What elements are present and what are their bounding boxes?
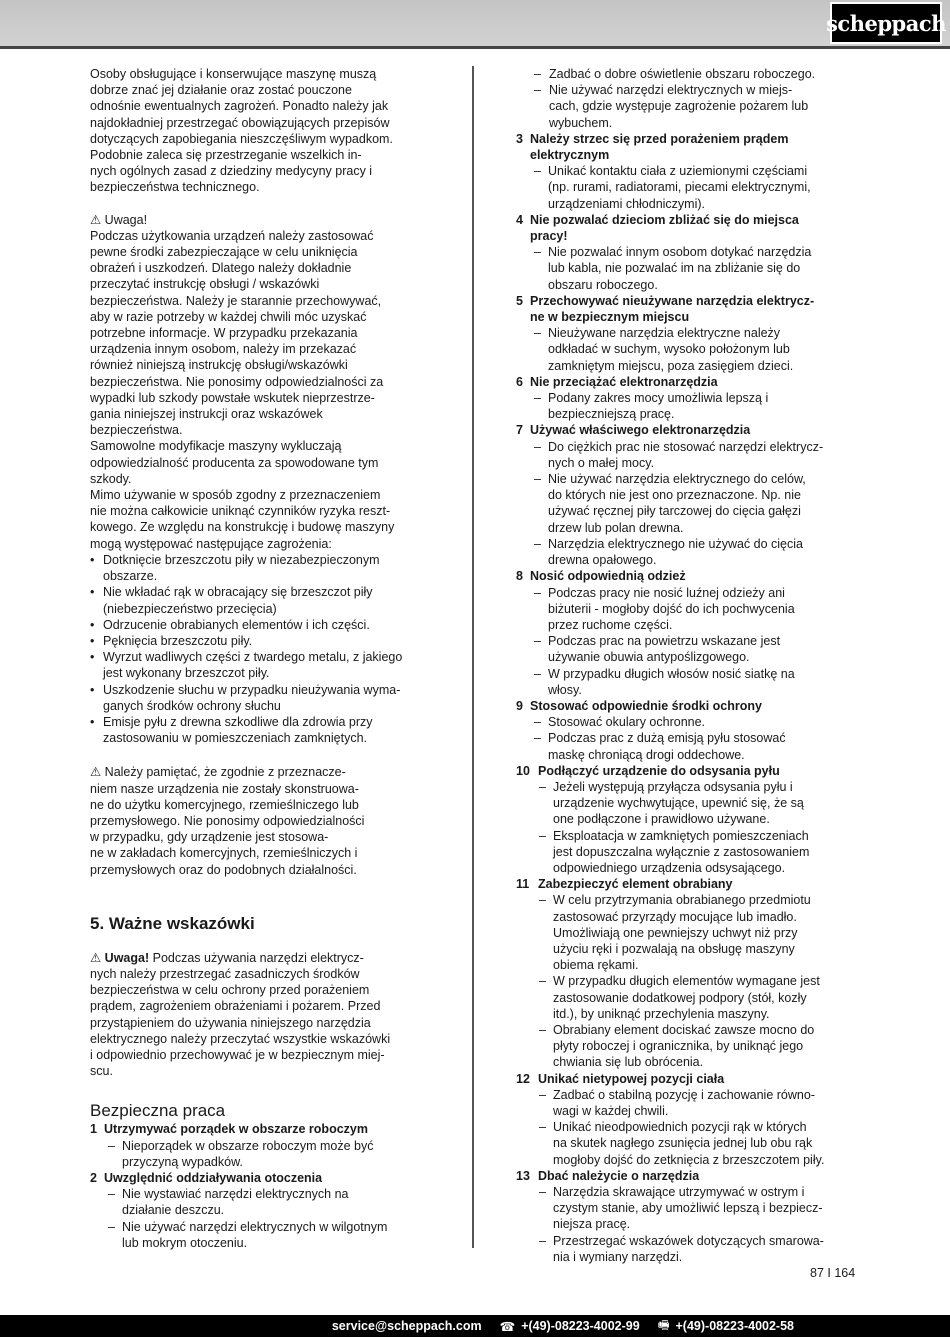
item-subpoint (516, 973, 866, 1022)
warning-line: urządzenia innym osobom, należy im przekazać (90, 342, 357, 357)
item-number: 13 (516, 1168, 530, 1183)
item-subpoint (90, 1186, 435, 1218)
subpoint-line: chwiania się lub obrócenia. (553, 1055, 704, 1070)
note-line: ne do użytku komercyjnego, rzemieślniczego lub (90, 797, 359, 812)
item-number: 1 (90, 1122, 97, 1137)
warning-line: szkody. (90, 471, 132, 486)
note-line: niem nasze urządzenia nie zostały skonstruowa- (90, 781, 359, 796)
warning-line: pewne środki zabezpieczające w celu uniknięcia (90, 245, 358, 260)
subpoint-line: Unikać kontaktu ciała z uziemionymi częściami (548, 164, 808, 179)
item-subpoint (516, 714, 866, 730)
item-heading-line: Używać właściwego elektronarzędzia (530, 423, 751, 438)
warning-paragraph (90, 228, 435, 552)
dash-marker: – (539, 1120, 546, 1135)
subpoint-line: niejsza pracę. (553, 1217, 631, 1232)
safety-items-left (90, 1121, 435, 1251)
subpoint-line: Do ciężkich prac nie stosować narzędzi elektrycz- (548, 439, 824, 454)
subpoint-line: Jeżeli występują przyłącza odsysania pyłu i (553, 779, 793, 794)
subpoint-line: lub mokrym otoczeniu. (122, 1235, 248, 1250)
warning-line: również niniejszą instrukcję obsługi/wskazówki (90, 358, 348, 373)
subpoint-line: Nieporządek w obszarze roboczym może być (122, 1138, 374, 1153)
bullet-marker: • (90, 682, 95, 697)
subpoint-line: W przypadku długich włosów nosić siatkę na (548, 666, 795, 681)
fax-number: +(49)-08223-4002-58 (675, 1319, 794, 1333)
hazard-line: Emisje pyłu z drewna szkodliwe dla zdrowia przy (103, 714, 373, 729)
item-subpoint (516, 439, 866, 471)
important-paragraph: ⚠ Uwaga! Podczas używania narzędzi elektrycz- nych należy przestrzegać zasadniczych środków bezpieczeństwa w celu ochrony przed porażeniem prądem, zagrożeniem obrażeniami i pożarem. Przed przystąpieniem do używania niniejszego narzędzia elektrycznego należy przeczytać wszystkie wskazówki i odpowiednio przechowywać je w bezpiecznym miej- scu. (90, 950, 435, 1080)
hazard-line: (niebezpieczeństwo przecięcia) (103, 601, 277, 616)
subpoint-line: Podczas pracy nie nosić luźnej odzieży ani (548, 585, 785, 600)
dash-marker: – (534, 472, 541, 487)
subpoint-line: lub kabla, nie pozwalać im na zbliżanie się do (548, 261, 801, 276)
item-heading (516, 131, 866, 163)
dash-marker: – (108, 1138, 115, 1153)
subpoint-line: Nie używać narzędzi elektrycznych w wilgotnym (122, 1219, 388, 1234)
item-heading-line: elektrycznym (530, 148, 610, 163)
item-subpoint (516, 163, 866, 212)
subpoint-line: na skutek nagłego zsunięcia jednej lub obu rąk (553, 1136, 813, 1151)
subpoint-line: zastosować przyrządy mocujące lub imadło. (553, 909, 797, 924)
subpoint-line: (np. rurami, radiatorami, piecami elektrycznymi, (548, 180, 811, 195)
item-subpoint (516, 536, 866, 568)
subpoint-line: płyty roboczej i ogranicznika, by uniknąć jego (553, 1039, 804, 1054)
brand-logo-text: scheppach (826, 10, 946, 36)
subpoint-line: zastosowanie dodatkowej podpory (stół, kozły (553, 990, 807, 1005)
subpoint-line: odpowiedniego urządzenia odsysającego. (553, 860, 786, 875)
warning-line: nie można całkowicie uniknąć czynników ryzyka reszt- (90, 504, 391, 519)
dash-marker: – (534, 585, 541, 600)
item-heading-line: Dbać należycie o narzędzia (538, 1168, 700, 1183)
hazard-item (90, 714, 435, 746)
subpoint-line: Narzędzia skrawające utrzymywać w ostrym i (553, 1185, 805, 1200)
dash-marker: – (534, 83, 541, 98)
subpoint-line: Narzędzia elektrycznego nie używać do cięcia (548, 536, 803, 551)
warning-line: bezpieczeństwa. Nie ponosimy odpowiedzialności za (90, 374, 384, 389)
subpoint-line: do których nie jest ono przeznaczone. Np. nie (548, 488, 801, 503)
hazard-list (90, 552, 435, 746)
item-heading-line: Utrzymywać porządek w obszarze roboczym (104, 1122, 368, 1137)
subpoint-line: Nieużywane narzędzia elektryczne należy (548, 326, 781, 341)
bullet-marker: • (90, 552, 95, 567)
warning-line: przeczytać instrukcję obsługi / wskazówki (90, 277, 320, 292)
subpoint-line: biżuterii - mogłoby dojść do ich pochwycenia (548, 601, 795, 616)
item-subpoint (516, 1087, 866, 1119)
dash-marker: – (539, 779, 546, 794)
hazard-line: Pęknięcia brzeszczotu piły. (103, 633, 253, 648)
hazard-line: Dotknięcie brzeszczotu piły w niezabezpieczonym (103, 552, 380, 567)
warning-line: aby w razie potrzeby w każdej chwili móc uzyskać (90, 309, 367, 324)
important-line: przystąpieniem do używania niniejszego narzędzia (90, 1015, 371, 1030)
brand-logo (826, 2, 946, 44)
hazard-item (90, 617, 435, 633)
dash-marker: – (108, 1219, 115, 1234)
intro-paragraph (90, 66, 435, 196)
item-subpoint (516, 1184, 866, 1233)
hazard-line: Uszkodzenie słuchu w przypadku nieużywania wyma- (103, 682, 401, 697)
item-heading (516, 293, 866, 325)
item-heading-line: Stosować odpowiednie środki ochrony (530, 698, 762, 713)
item-subpoint (516, 1022, 866, 1071)
hazard-line: Odrzucenie obrabianych elementów i ich części. (103, 617, 370, 632)
bullet-marker: • (90, 585, 95, 600)
item-subpoint (516, 66, 866, 82)
item-heading-line: Nosić odpowiednią odzież (530, 569, 686, 584)
dash-marker: – (534, 326, 541, 341)
item-heading-line: pracy! (530, 229, 568, 244)
item-heading (90, 1121, 435, 1137)
bullet-marker: • (90, 617, 95, 632)
subpoint-line: Unikać nieodpowiednich pozycji rąk w których (553, 1120, 807, 1135)
item-subpoint (516, 82, 866, 131)
hazard-line: jest wykonany brzeszczot piły. (103, 666, 270, 681)
warning-line: odpowiedzialność producenta za spowodowane tym (90, 455, 379, 470)
subpoint-line: Nie wystawiać narzędzi elektrycznych na (122, 1187, 349, 1202)
warning-line: gania niniejszej instrukcji oraz wskazówek (90, 407, 323, 422)
note-line: przemysłowych oraz do podobnych działalności. (90, 862, 357, 877)
dash-marker: – (539, 1087, 546, 1102)
subpoint-line: zamkniętym miejscu, poza zasięgiem dzieci. (548, 358, 794, 373)
subpoint-line: W przypadku długich elementów wymagane jest (553, 974, 820, 989)
item-heading-line: Należy strzec się przed porażeniem prądem (530, 131, 789, 146)
subpoint-line: drzew lub polan drewna. (548, 520, 684, 535)
subpoint-line: W celu przytrzymania obrabianego przedmiotu (553, 893, 811, 908)
warning-line: bezpieczeństwa. Należy je starannie przechowywać, (90, 293, 382, 308)
subsection-title: Bezpieczna praca (90, 1101, 226, 1121)
subpoint-line: używać ręcznej piły tarczowej do cięcia gałęzi (548, 504, 801, 519)
subpoint-line: jest dopuszczalna wyłącznie z zastosowaniem (553, 844, 810, 859)
item-subpoint (516, 390, 866, 422)
bullet-marker: • (90, 714, 95, 729)
subpoint-line: urządzeniami chłodniczymi). (548, 196, 706, 211)
intro-line: odnośnie ewentualnych zagrożeń. Ponadto należy jak (90, 99, 389, 114)
dash-marker: – (534, 536, 541, 551)
warning-line: Mimo używanie w sposób zgodny z przeznaczeniem (90, 488, 381, 503)
item-number: 2 (90, 1170, 97, 1185)
item-subpoint (516, 244, 866, 293)
item-heading (516, 1168, 866, 1184)
item-subpoint (516, 325, 866, 374)
important-line: prądem, zagrożeniem obrażeniami i pożarem. Przed (90, 999, 381, 1014)
subpoint-line: czystym stanie, aby umożliwić lepszą i bezpiecz- (553, 1201, 823, 1216)
item-subpoint (516, 585, 866, 634)
subpoint-line: Zadbać o stabilną pozycję i zachowanie równo- (553, 1087, 815, 1102)
item-number: 9 (516, 698, 523, 713)
subpoint-line: nia i wymiany narzędzi. (553, 1249, 683, 1264)
note-line: ⚠ Należy pamiętać, że zgodnie z przeznacze- (90, 765, 346, 780)
item-subpoint (516, 828, 866, 877)
subpoint-line: bezpieczniejszą pracę. (548, 407, 675, 422)
item-subpoint (90, 1138, 435, 1170)
warning-line: wypadki lub szkody powstałe wskutek nieprzestrze- (90, 390, 375, 405)
subpoint-line: przez ruchome części. (548, 617, 673, 632)
subpoint-line: drewna opałowego. (548, 553, 657, 568)
hazard-item (90, 633, 435, 649)
warning-label: ⚠ Uwaga! (90, 212, 148, 227)
subpoint-line: Nie używać narzędzia elektrycznego do celów, (548, 472, 806, 487)
intro-line: najdokładniej przestrzegać obowiązujących przepisów (90, 115, 390, 130)
subpoint-line: Nie używać narzędzi elektrycznych w miejs- (549, 83, 793, 98)
item-number: 5 (516, 293, 523, 308)
item-heading (516, 698, 866, 714)
left-column (90, 66, 435, 1251)
bullet-marker: • (90, 633, 95, 648)
item-heading (516, 212, 866, 244)
item-heading-line: ne w bezpiecznym miejscu (530, 310, 690, 325)
right-column (516, 66, 866, 1265)
subpoint-line: działanie deszczu. (122, 1203, 225, 1218)
hazard-line: zastosowaniu w pomieszczeniach zamkniętych. (103, 731, 368, 746)
commercial-use-note (90, 764, 435, 877)
item-number: 7 (516, 423, 523, 438)
intro-line: Osoby obsługujące i konserwujące maszynę muszą (90, 67, 377, 81)
dash-marker: – (534, 634, 541, 649)
item-subpoint (516, 471, 866, 536)
subpoint-line: mogłoby dojść do zetknięcia z brzeszczotem piły. (553, 1152, 825, 1167)
subpoint-line: cach, gdzie występuje zagrożenie pożarem lub (549, 99, 809, 114)
warning-line: obrażeń i uszkodzeń. Dlatego należy dokładnie (90, 261, 352, 276)
dash-marker: – (534, 439, 541, 454)
dash-marker: – (539, 893, 546, 908)
subpoint-line: wagi w każdej chwili. (553, 1104, 669, 1118)
subpoint-line: one podłączone i prawidłowo używane. (553, 812, 770, 827)
dash-marker: – (534, 245, 541, 260)
note-line: przemysłowego. Nie ponosimy odpowiedzialności (90, 813, 365, 828)
item-heading (516, 374, 866, 390)
subpoint-line: Stosować okulary ochronne. (548, 715, 706, 730)
item-heading-line: Uwzględnić oddziaływania otoczenia (104, 1170, 323, 1185)
item-subpoint (516, 666, 866, 698)
subpoint-line: Podczas prac z dużą emisją pyłu stosować (548, 731, 786, 746)
hazard-line: obszarze. (103, 569, 158, 584)
subpoint-line: Umożliwiają one pewniejszy uchwyt niż przy (553, 925, 798, 940)
item-heading (90, 1170, 435, 1186)
subpoint-line: itd.), by uniknąć przechylenia maszyny. (553, 1006, 770, 1021)
subpoint-line: przyczyną wypadków. (122, 1154, 243, 1169)
hazard-item (90, 552, 435, 584)
dash-marker: – (534, 715, 541, 730)
section-title: 5. Ważne wskazówki (90, 913, 255, 933)
intro-line: nych ogólnych zasad z dziedziny medycyny pracy i (90, 164, 373, 179)
hazard-line: Nie wkładać rąk w obracający się brzeszczot piły (103, 585, 373, 600)
item-heading-line: Nie przeciążać elektronarzędzia (530, 374, 718, 389)
bullet-marker: • (90, 650, 95, 665)
item-heading (516, 876, 866, 892)
subpoint-line: urządzenie wychwytujące, upewnić się, że są (553, 796, 804, 811)
hazard-item (90, 682, 435, 714)
fax-icon: 🖷 (657, 1317, 670, 1332)
hazard-item (90, 649, 435, 681)
item-number: 12 (516, 1071, 530, 1086)
dash-marker: – (539, 1022, 546, 1037)
subpoint-line: używanie obuwia antypoślizgowego. (548, 650, 750, 665)
item-heading (516, 1071, 866, 1087)
important-line: i odpowiednio przechowywać je w bezpiecznym miej- (90, 1047, 385, 1062)
item-number: 6 (516, 374, 523, 389)
intro-line: bezpieczeństwa technicznego. (90, 180, 260, 195)
item-subpoint (516, 892, 866, 973)
note-line: ne w zakładach komercyjnych, rzemieślniczych i (90, 846, 358, 861)
item-heading (516, 422, 866, 438)
footer-bar (0, 1315, 950, 1337)
dash-marker: – (534, 731, 541, 746)
important-line: bezpieczeństwa w celu ochrony przed porażeniem (90, 983, 370, 998)
page-number: 87 I 164 (810, 1266, 856, 1280)
subpoint-line: obszaru roboczego. (548, 277, 658, 292)
subpoint-line: Eksploatacja w zamkniętych pomieszczeniach (553, 828, 809, 843)
dash-marker: – (534, 666, 541, 681)
dash-marker: – (534, 67, 541, 81)
subpoint-line: Podczas prac na powietrzu wskazane jest (548, 634, 781, 649)
item-subpoint (516, 1119, 866, 1168)
hazard-item (90, 584, 435, 616)
subpoint-line: nych o małej mocy. (548, 455, 655, 470)
hazard-line: Wyrzut wadliwych części z twardego metalu, z jakiego (103, 650, 403, 665)
item-heading-line: Zabezpieczyć element obrabiany (538, 877, 733, 892)
item-subpoint (516, 779, 866, 828)
item-subpoint (516, 633, 866, 665)
intro-line: dobrze znać jej działanie oraz zostać pouczone (90, 83, 352, 98)
item-heading (516, 763, 866, 779)
item-subpoint (516, 1233, 866, 1265)
subpoint-line: wybuchem. (549, 115, 613, 130)
warning-line: Samowolne modyfikacje maszyny wykluczają (90, 439, 342, 454)
subpoint-line: obiema rękami. (553, 958, 639, 973)
environment-subitems (516, 66, 866, 131)
warning-line: kowego. Ze względu na konstrukcję i budowę maszyny (90, 520, 395, 535)
subpoint-line: Podany zakres mocy umożliwia lepszą i (548, 391, 769, 406)
item-subpoint (90, 1219, 435, 1251)
subpoint-line: maskę chroniącą drogi oddechowe. (548, 747, 745, 762)
phone-icon: ☎ (499, 1319, 516, 1334)
item-heading-line: Podłączyć urządzenie do odsysania pyłu (538, 763, 780, 778)
subpoint-line: Nie pozwalać innym osobom dotykać narzędzia (548, 245, 812, 260)
warning-line: bezpieczeństwa. (90, 423, 183, 438)
service-email[interactable]: service@scheppach.com (331, 1319, 482, 1333)
warning-line: potrzebne informacje. W przypadku przekazania (90, 326, 358, 341)
item-number: 4 (516, 212, 523, 227)
important-line: nych należy przestrzegać zasadniczych środków (90, 966, 360, 981)
subpoint-line: Obrabiany element dociskać zawsze mocno do (553, 1022, 815, 1037)
dash-marker: – (108, 1187, 115, 1202)
item-heading-line: Nie pozwalać dzieciom zbliżać się do miejsca (530, 212, 799, 227)
dash-marker: – (534, 391, 541, 406)
item-number: 10 (516, 763, 530, 778)
dash-marker: – (539, 974, 546, 989)
subpoint-line: użyciu ręki i pozwalają na obsługę maszyny (553, 941, 795, 956)
subpoint-line: odkładać w suchym, wysoko położonym lub (548, 342, 790, 357)
subpoint-line: Zadbać o dobre oświetlenie obszaru roboczego. (549, 67, 816, 81)
dash-marker: – (539, 1233, 546, 1248)
dash-marker: – (534, 164, 541, 179)
phone-number: +(49)-08223-4002-99 (521, 1319, 640, 1333)
item-number: 3 (516, 131, 523, 146)
intro-line: dotyczących zapobiegania nieszczęśliwym wypadkom. (90, 131, 393, 146)
item-heading (516, 568, 866, 584)
important-line: scu. (90, 1064, 113, 1079)
safety-items-right (516, 131, 866, 1265)
important-warning-label: ⚠ Uwaga! (90, 950, 150, 965)
dash-marker: – (539, 1185, 546, 1200)
item-number: 11 (516, 877, 530, 892)
note-line: w przypadku, gdy urządzenie jest stosowa- (90, 830, 329, 845)
column-divider (472, 66, 474, 1248)
important-line: elektrycznego należy przeczytać wszystkie wskazówki (90, 1031, 391, 1046)
intro-line: Podobnie zaleca się przestrzeganie wszelkich in- (90, 148, 362, 163)
dash-marker: – (539, 828, 546, 843)
item-heading-line: Przechowywać nieużywane narzędzia elektrycz- (530, 293, 815, 308)
subpoint-line: włosy. (548, 682, 582, 697)
hazard-line: ganych środków ochrony słuchu (103, 698, 281, 713)
warning-line: mogą występować następujące zagrożenia: (90, 536, 332, 551)
subpoint-line: Przestrzegać wskazówek dotyczących smarowa- (553, 1233, 824, 1248)
header-bar (0, 0, 950, 49)
item-number: 8 (516, 569, 523, 584)
item-heading-line: Unikać nietypowej pozycji ciała (538, 1071, 725, 1086)
item-subpoint (516, 730, 866, 762)
warning-line: Podczas użytkowania urządzeń należy zastosować (90, 228, 374, 243)
